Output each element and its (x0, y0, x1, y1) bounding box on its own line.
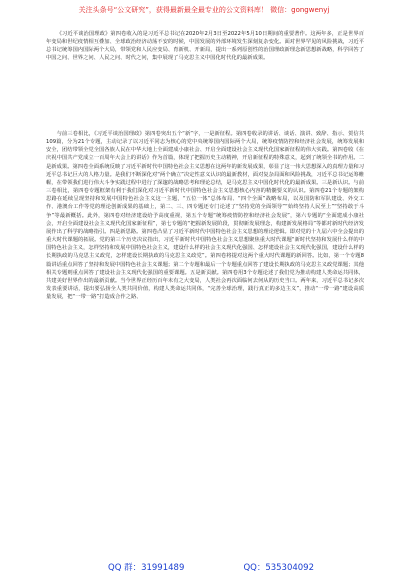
promo-header-banner: 关注头条号“公文研究”，获得最新最全最专业的公文资料库！ 微信：gongwenyj (78, 6, 330, 14)
paragraph-text: 与前三卷相比，《习近平谈治国理政》第四卷突出五个“新”字，一是新征程。第四卷收录的讲话、谈话、演讲、致辞、指示、贺信共109篇，分为21个专题，主动记录了以习近平同志为核心的党中央统筹国内国际两个大局，统筹疫情防控和经济社会发展，统筹发展和安全，团结带领全党全国各族人民在中华大地上全面建成小康社会、开启全面建设社会主义现代化国家新征程的伟大实践。第四卷收《在庆祝中国共产党成立一百周年大会上的讲话》作为首篇，体现了把握历史主动精神，开启新征程的特殊意义，起到了统领全书的作用。二是新成果。第四卷全面系统反映了习近平新时代中国特色社会主义思想在这两年的新发展成果，彰显了这一伟大思想深入的真理力量和习近平总书记巨大的人格力量。是我们不断深化对“两个确立”决定性意义认识的最新教材，面对复杂局面和风险挑战，习近平总书记运筹帷幄，在带领我们进行伟大斗争实践过程中进行了深邃的战略思考和理论总结，是马克思主义中国化时代化的最新成果。三是新认识。与前三卷相比，第四卷专题框架有利于我们深化对习近平新时代中国特色社会主义思想核心内容的精髓要义的认识。第四卷21个专题的架构思路在延续呈现坚持和发展中国特色社会主义这一主题，“五位一体”总体布局、“四个全面”战略布局，以及国防和军队建设、外交工作、港澳台工作等党的理论创新成果的基础上，第二、三、四专题还专门论述了“坚持党的全面领导”“始终坚持人民至上”“坚持敢于斗争”等最新概括。此外，第四卷对经济建设给予高度重视，第五个专题“统筹疫情防控和经济社会发展”，第六专题的“全面建成小康社会，开启全面建设社会主义现代化国家新征程”，第七专题的“把握新发展阶段，贯彻新发展理念，构建新发展格局”等都对新时代经济发展作出了科学的战略指引。四是新思路。第四卷凸显了习近平新时代中国特色社会主义思想的理论逻辑。即对党的十九届六中全会提出的重大时代课题的拓展。党的第三个历史决议指出，习近平新时代中国特色社会主义思想聚焦重大时代课题“新时代坚持和发展什么样的中国特色社会主义，怎样坚持和发展中国特色社会主义，建设什么样的社会主义现代化强国、怎样建设社会主义现代化强国，建设什么样的长期执政的马克思主义政党，怎样建设长期执政的马克思主义政党”。第四卷将提对这两个重大时代课题的新回答。比如，第一个专题8篇讲话重点回答了坚持和发展中国特色社会主义课题；第二个专题和最后一个专题重点回答了建设长期执政的马克思主义政党课题；其他相关专题则重点回答了建设社会主义现代化强国的重要课题。五是新贡献。第四卷用3个专题论述了我们党为推动构建人类命运共同体，共建美好世界作出的最新贡献。当今世界正经历百年未有之大变局，人类社会再次面临何去何从的历史当口。两年来，习近平总书记多次发表重要讲话，提出要弘扬全人类共同价值，构建人类命运共同体，“完善全球治理，践行真正的多边主义”，推动“一带一路”建设高质量发展，把“一带一路”打造成合作之路、 (46, 131, 365, 301)
qq-group-2: QQ：535304092 (243, 563, 314, 573)
qq-group-1: QQ 群：31991489 (108, 563, 185, 573)
paragraph-five-new (46, 130, 364, 301)
paragraph-text: 《习近平谈治国理政》第四卷收入的是习近平总书记在2020年2月3日至2022年5月10日期间的重要著作。这两年多，正是世界百年变局和世纪疫情相互叠加、全球政治经济动荡不安的时候，中国发展的外部环境发生深刻复杂变化。面对世界罕见的风险挑战，习近平总书记统筹国内国际两个大局，带领党和人民应变局、育新机、开新局，提出一系列原创性的治国理政新理念新思想新战略，科学回答了中国之问、世界之问、人民之问、时代之问，集中展现了马克思主义中国化时代化的最新成果。 (46, 31, 364, 62)
paragraph-intro (46, 30, 364, 63)
footer-contact-bar (46, 563, 364, 573)
